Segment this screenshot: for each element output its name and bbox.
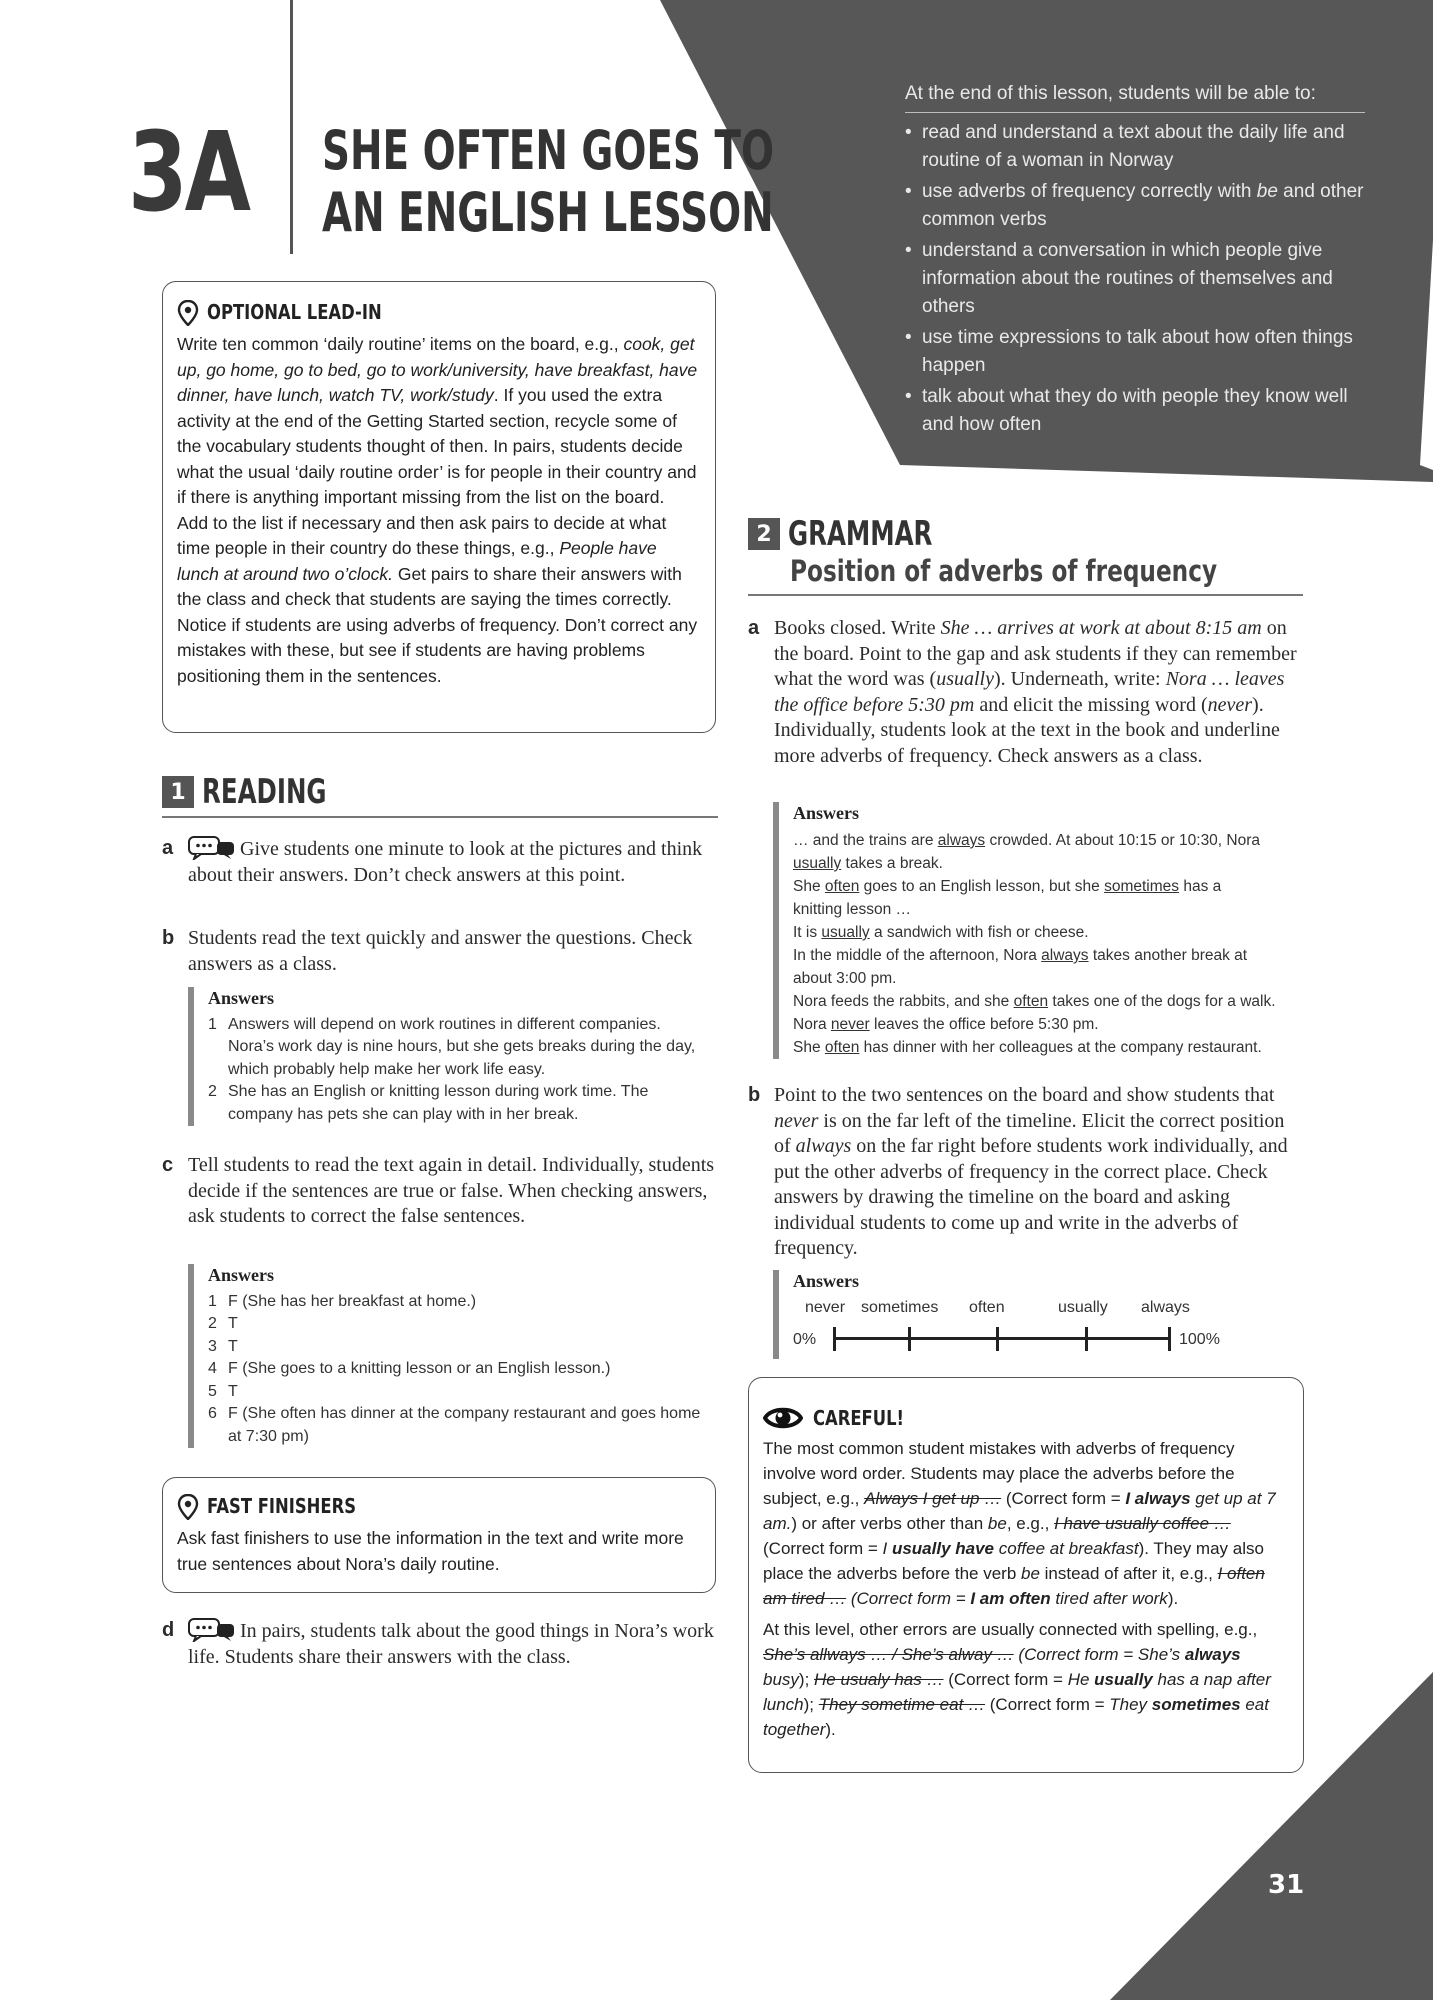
- answer-line: knitting lesson …: [793, 901, 912, 918]
- answer-line: In the middle of the afternoon, Nora always takes another break at: [793, 947, 1248, 964]
- item-label: b: [162, 927, 175, 949]
- lead-in-title: OPTIONAL LEAD-IN: [207, 300, 382, 325]
- timeline-tick: [833, 1327, 836, 1351]
- careful-title: CAREFUL!: [813, 1405, 905, 1430]
- grammar-a-answers: [773, 802, 1303, 1059]
- answer-line: about 3:00 pm.: [793, 970, 897, 987]
- answer-item: 3 T: [208, 1337, 238, 1355]
- answers-list: [208, 1291, 708, 1449]
- item-label: c: [162, 1154, 174, 1176]
- careful-heading: [763, 1402, 1289, 1434]
- timeline-word: never: [805, 1298, 846, 1316]
- section-subtitle: Position of adverbs of frequency: [790, 554, 1218, 588]
- fast-finishers-heading: [177, 1494, 699, 1520]
- objective-item: • use time expressions to talk about how often things happen: [905, 324, 1365, 380]
- grammar-item-b: [748, 1083, 1304, 1262]
- item-label: a: [748, 617, 760, 639]
- answers-heading: Answers: [208, 988, 274, 1008]
- item-label: a: [162, 837, 174, 859]
- location-pin-icon: [177, 1494, 199, 1520]
- location-pin-icon: [177, 300, 199, 326]
- lesson-objectives: [905, 80, 1365, 442]
- objective-item: • talk about what they do with people they know well and how often: [905, 383, 1365, 439]
- timeline-word: often: [969, 1298, 1005, 1316]
- unit-code: 3A: [128, 108, 248, 236]
- section-number: 2: [748, 518, 780, 550]
- section-title: READING: [202, 772, 327, 812]
- answer-line: … and the trains are always crowded. At about 10:15 or 10:30, Nora: [793, 832, 1261, 849]
- title-line-1: SHE OFTEN GOES TO: [322, 119, 775, 182]
- answer-line: She often goes to an English lesson, but she sometimes has a: [793, 878, 1222, 895]
- timeline-tick: [908, 1327, 911, 1351]
- title-line-2: AN ENGLISH LESSON: [322, 181, 774, 244]
- reading-item-c: [162, 1153, 722, 1230]
- careful-paragraph-2: At this level, other errors are usually connected with spelling, e.g., She’s allways … / She’s alway … (Correct form = She’s always busy); He usualy has … (Correct form = He usually has a nap after lunch); They sometime eat … (Correct form = They sometimes eat together).: [763, 1620, 1271, 1739]
- item-label: d: [162, 1619, 175, 1641]
- answer-line: usually takes a break.: [793, 855, 943, 872]
- timeline-word: sometimes: [861, 1298, 939, 1316]
- timeline-end: 100%: [1179, 1330, 1220, 1348]
- answer-line: She often has dinner with her colleagues at the company restaurant.: [793, 1039, 1262, 1056]
- item-text: Tell students to read the text again in detail. Individually, students decide if the sentences are true or false. When checking answers, ask students to correct the false sentences.: [188, 1154, 715, 1227]
- answer-line: It is usually a sandwich with fish or cheese.: [793, 924, 1089, 941]
- objectives-intro: At the end of this lesson, students will be able to:: [905, 80, 1365, 113]
- item-text: Students read the text quickly and answer the questions. Check answers as a class.: [188, 927, 693, 975]
- grammar-item-a: [748, 616, 1304, 769]
- timeline-tick: [1085, 1327, 1088, 1351]
- speech-bubbles-icon: [188, 836, 236, 860]
- answer-item: 1 Answers will depend on work routines in different companies. Nora’s work day is nine hours, but she gets breaks during the day, which probably help make her work life easy.: [208, 1015, 696, 1078]
- lead-in-heading: [177, 300, 699, 326]
- page-number: 31: [1268, 1870, 1305, 1900]
- page-title: [322, 120, 774, 244]
- timeline-word: always: [1141, 1298, 1190, 1316]
- objectives-list: [905, 119, 1365, 439]
- answer-item: 5 T: [208, 1382, 238, 1400]
- answer-item: 2 She has an English or knitting lesson during work time. The company has pets she can play with in her break.: [208, 1083, 649, 1123]
- section-title: GRAMMAR: [788, 514, 933, 554]
- answer-line: Nora feeds the rabbits, and she often takes one of the dogs for a walk.: [793, 993, 1276, 1010]
- fast-finishers-box: [162, 1477, 716, 1593]
- timeline-axis: [833, 1337, 1171, 1340]
- answer-item: 1 F (She has her breakfast at home.): [208, 1292, 477, 1310]
- reading-b-answers: [188, 987, 708, 1126]
- objective-item: • read and understand a text about the daily life and routine of a woman in Norway: [905, 119, 1365, 175]
- timeline-start: 0%: [793, 1330, 817, 1348]
- answer-line: Nora never leaves the office before 5:30 pm.: [793, 1016, 1099, 1033]
- reading-c-answers: [188, 1264, 708, 1448]
- lead-in-text: Write ten common ‘daily routine’ items on the board, e.g., cook, get up, go home, go to bed, go to work/university, have breakfast, have dinner, have lunch, watch TV, work/study. If you used the extra activity at the end of the Getting Started section, recycle some of the vocabulary students thought of then. In pairs, students decide what the usual ‘daily routine order’ is for people in their country and if there is anything important missing from the list on the board. Add to the list if necessary and then ask pairs to decide at what time people in their country do these things, e.g., People have lunch at around two o’clock. Get pairs to share their answers with the class and check that students are saying the times correctly. Notice if students are using adverbs of frequency. Don’t correct any mistakes with these, but see if students are having problems positioning them in the sentences.: [177, 334, 698, 686]
- speech-bubbles-icon: [188, 1618, 236, 1642]
- timeline-tick: [996, 1327, 999, 1351]
- answer-item: 4 F (She goes to a knitting lesson or an English lesson.): [208, 1360, 611, 1377]
- timeline-tick: [1168, 1327, 1171, 1351]
- item-text: Point to the two sentences on the board and show students that never is on the far left of the timeline. Elicit the correct position of always on the far right before students work individually, and put the other adverbs of frequency in the correct place. Check answers by drawing the timeline on the board and asking individual students to come up and write in the adverbs of frequency.: [774, 1084, 1288, 1259]
- grammar-b-answers: [773, 1270, 1293, 1359]
- grammar-section-header: [748, 514, 1303, 596]
- fast-finishers-text: Ask fast finishers to use the information in the text and write more true sentences about Nora’s daily routine.: [177, 1528, 684, 1574]
- eye-icon: [763, 1402, 803, 1434]
- answers-list: [208, 1014, 708, 1127]
- reading-item-d: d In pairs, students talk about the good things in Nora’s work life. Students share their answers with the class.: [162, 1619, 714, 1668]
- objective-item: • understand a conversation in which people give information about the routines of themselves and others: [905, 237, 1365, 321]
- objective-item: • use adverbs of frequency correctly with be and other common verbs: [905, 178, 1365, 234]
- item-text: Books closed. Write She … arrives at work at about 8:15 am on the board. Point to the gap and ask students if they can remember what the word was (usually). Underneath, write: Nora … leaves the office before 5:30 pm and elicit the missing word (never). Individually, students look at the text in the book and underline more adverbs of frequency. Check answers as a class.: [774, 617, 1297, 767]
- answer-item: 2 T: [208, 1315, 238, 1332]
- fast-finishers-title: FAST FINISHERS: [207, 1494, 357, 1519]
- title-divider: [290, 0, 293, 254]
- lead-in-box: [162, 281, 716, 733]
- reading-section-header: [162, 772, 718, 818]
- reading-item-a: a Give students one minute to look at the pictures and think about their answers. Don’t check answers at this point.: [162, 837, 703, 886]
- careful-box: [748, 1377, 1304, 1773]
- banner-edge: [900, 465, 1433, 482]
- careful-paragraph-1: The most common student mistakes with adverbs of frequency involve word order. Students may place the adverbs before the subject, e.g., Always I get up … (Correct form = I always get up at 7 am.) or after verbs other than be, e.g., I have usually coffee … (Correct form = I usually have coffee at breakfast). They may also place the adverbs before the verb be instead of after it, e.g., I often am tired … (Correct form = I am often tired after work).: [763, 1439, 1276, 1608]
- answers-heading: Answers: [793, 803, 859, 823]
- item-label: b: [748, 1084, 761, 1106]
- answers-heading: Answers: [793, 1271, 859, 1291]
- frequency-timeline: [793, 1297, 1233, 1355]
- answers-heading: Answers: [208, 1265, 274, 1285]
- reading-item-b: [162, 926, 722, 977]
- timeline-word: usually: [1058, 1298, 1108, 1316]
- answer-item: 6 F (She often has dinner at the company restaurant and goes home at 7:30 pm): [208, 1405, 701, 1445]
- section-number: 1: [162, 776, 194, 808]
